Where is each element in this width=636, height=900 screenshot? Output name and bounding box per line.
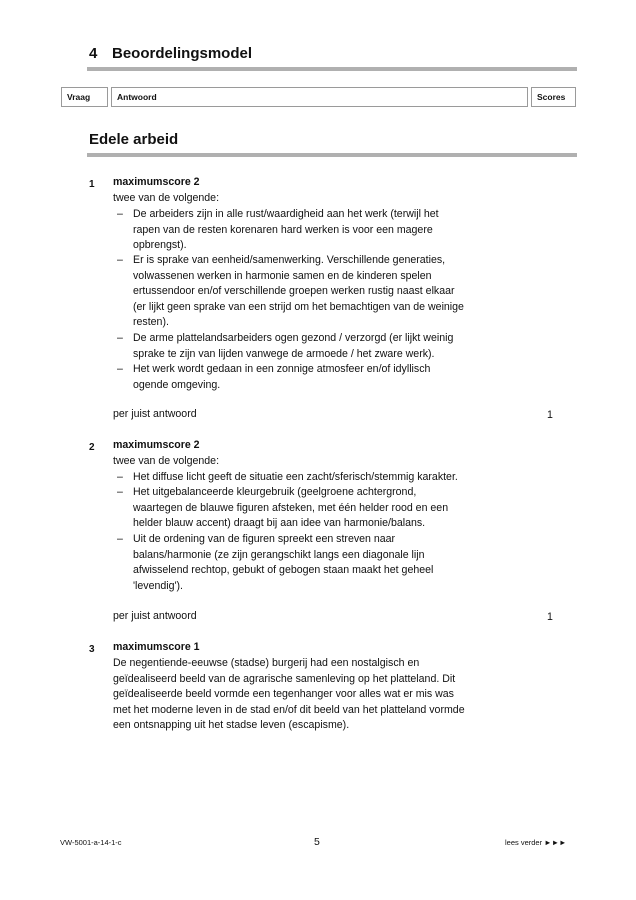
- bullet-dash: –: [117, 332, 123, 344]
- answer-bullet: Uit de ordening van de figuren spreekt een streven naar balans/harmonie (ze zijn gerangschikt langs een diagonale lijn afwisselend rechtop, gebukt of gebogen staan maakt het geheel 'levendig').: [133, 533, 434, 592]
- score-value: 1: [547, 611, 553, 623]
- question-number: 1: [89, 179, 95, 190]
- per-answer-label: per juist antwoord: [113, 408, 197, 420]
- max-score: maximumscore 1: [113, 641, 200, 653]
- answer-paragraph: De negentiende-eeuwse (stadse) burgerij had een nostalgisch en geïdealiseerd beeld van de agrarische samenleving op het platteland. Dit geïdealiseerde beeld vormde een tegenhanger voor alles wat er mis was met het moderne leven in de stad en/of dit beeld van het platteland vormde een ontsnapping uit het stadse leven (escapisme).: [113, 657, 465, 732]
- answer-bullet: Er is sprake van eenheid/samenwerking. Verschillende generaties, volwassenen werken in harmonie samen en de kinderen spelen ertussendoor en/of verschillende groepen werken rustig naast elkaar (er lijkt geen sprake van een strijd om het bemachtigen van de weinige resten).: [133, 254, 464, 329]
- chapter-title: Beoordelingsmodel: [112, 45, 253, 62]
- answer-bullet: Het uitgebalanceerde kleurgebruik (geelgroene achtergrond, waartegen de blauwe figuren afsteken, met één helder rood en een helder blauw accent) draagt bij aan idee van harmonie/balans.: [133, 486, 449, 530]
- max-score: maximumscore 2: [113, 439, 200, 451]
- column-header-scores: Scores: [531, 87, 576, 107]
- page-number: 5: [314, 836, 320, 848]
- max-score: maximumscore 2: [113, 176, 200, 188]
- continue-label: lees verder ►►►: [505, 838, 567, 847]
- chapter-number: 4: [89, 45, 98, 62]
- per-answer-label: per juist antwoord: [113, 610, 197, 622]
- bullet-dash: –: [117, 533, 123, 545]
- column-header-antwoord: Antwoord: [111, 87, 528, 107]
- answer-bullet: De arme plattelandsarbeiders ogen gezond / verzorgd (er lijkt weinig sprake te zijn van lijden vanwege de armoede / het zware werk).: [133, 332, 454, 360]
- bullet-dash: –: [117, 208, 123, 220]
- section-divider: [87, 153, 577, 157]
- bullet-dash: –: [117, 471, 123, 483]
- answer-bullet: De arbeiders zijn in alle rust/waardigheid aan het werk (terwijl het rapen van de resten korenaren hard werken is voor een magere opbrengst).: [133, 208, 439, 252]
- bullet-dash: –: [117, 486, 123, 498]
- question-number: 2: [89, 442, 95, 453]
- bullet-dash: –: [117, 363, 123, 375]
- question-number: 3: [89, 644, 95, 655]
- bullet-dash: –: [117, 254, 123, 266]
- answer-intro: twee van de volgende:: [113, 192, 220, 204]
- section-title: Edele arbeid: [89, 131, 179, 148]
- answer-bullet: Het werk wordt gedaan in een zonnige atmosfeer en/of idyllisch ogende omgeving.: [133, 363, 431, 391]
- column-header-vraag: Vraag: [61, 87, 108, 107]
- header-divider: [87, 67, 577, 71]
- answer-intro: twee van de volgende:: [113, 455, 220, 467]
- score-value: 1: [547, 409, 553, 421]
- document-code: VW-5001-a-14-1-c: [60, 838, 122, 847]
- answer-bullet: Het diffuse licht geeft de situatie een zacht/sferisch/stemmig karakter.: [133, 471, 458, 483]
